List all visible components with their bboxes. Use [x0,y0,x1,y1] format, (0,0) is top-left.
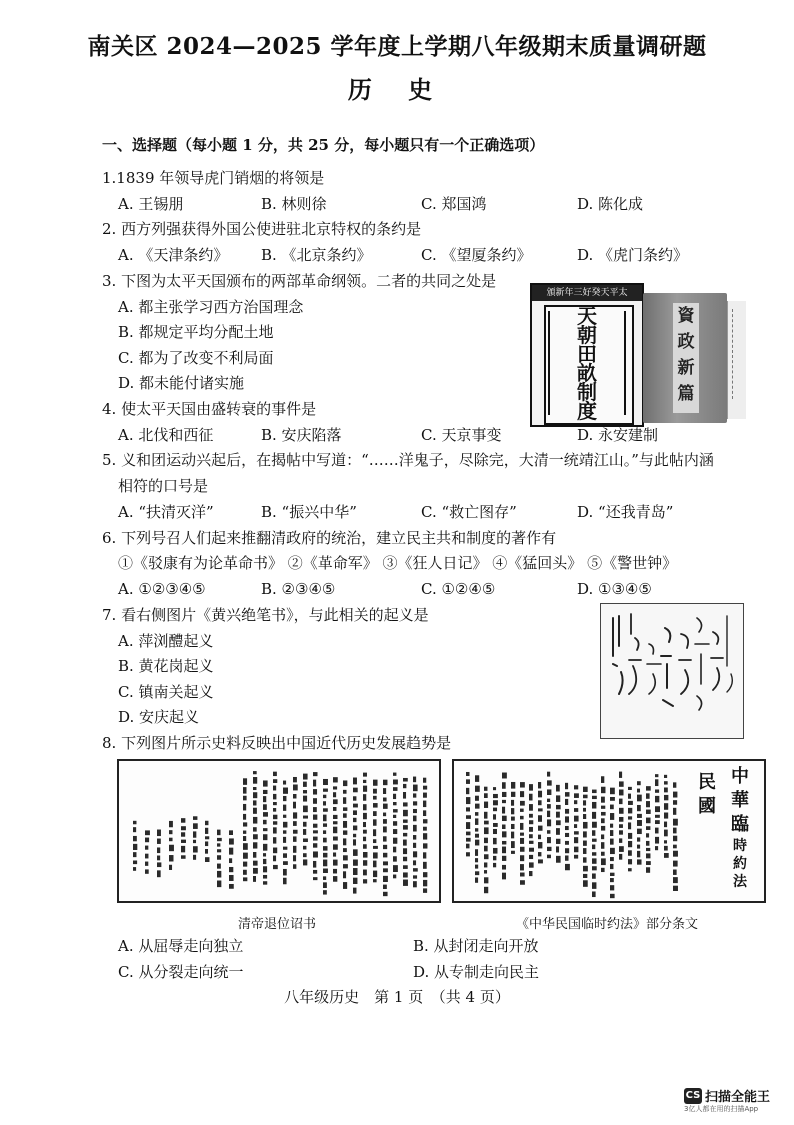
q3-option-b: B. 都规定平均分配土地 [118,323,274,341]
zizheng-char-2: 政 [677,332,695,352]
book-char-2: 朝 [577,323,597,347]
q3-option-d: D. 都未能付诸实施 [118,374,245,392]
qing-abdication-edict-image [117,759,441,903]
scanner-logo-icon: CS [684,1088,702,1104]
seal-char-7: 約 [733,856,747,872]
q7-option-c: C. 镇南关起义 [118,683,214,701]
q2-option-c: C. 《望厦条约》 [421,246,532,264]
q6-option-b: B. ②③④⑤ [261,580,336,598]
edict-caption: 清帝退位诏书 [237,917,316,932]
q2-option-b: B. 《北京条约》 [261,246,372,264]
seal-char-4: 國 [698,796,716,817]
zizheng-xinpian-book-image [643,293,746,423]
q6-option-a: A. ①②③④⑤ [118,580,206,598]
question-7-stem: 7. 看右侧图片《黄兴绝笔书》，与此相关的起义是 [102,606,429,624]
q8-option-b: B. 从封闭走向开放 [413,937,539,955]
question-8-stem: 8. 下列图片所示史料反映出中国近代历史发展趋势是 [102,734,452,752]
book-char-6: 度 [577,399,597,423]
q1-option-a: A. 王锡朋 [118,195,184,213]
q7-option-b: B. 黄花岗起义 [118,657,214,675]
seal-char-6: 時 [733,838,747,854]
q4-option-a: A. 北伐和西征 [118,426,214,444]
question-6-stem: 6. 下列号召人们起来推翻清政府的统治，建立民主共和制度的著作有 [102,529,557,547]
scanner-app-name: 扫描全能王 [705,1090,771,1105]
seal-char-5: 臨 [731,814,749,835]
q5-option-b: B. “振兴中华” [261,503,357,521]
question-2-stem: 2. 西方列强获得外国公使进驻北京特权的条约是 [102,220,422,238]
q4-option-b: B. 安庆陷落 [261,426,342,444]
seal-char-1: 中 [731,766,749,787]
tianchao-tianmu-book-image [530,283,644,427]
page-footer: 八年级历史 第 1 页 （共 4 页） [284,988,510,1006]
q3-option-a: A. 都主张学习西方治国理念 [118,298,304,316]
q5-option-d: D. “还我青岛” [577,503,674,521]
q6-option-c: C. ①②④⑤ [421,580,496,598]
book-char-4: 畝 [577,361,597,385]
question-1-stem: 1.1839 年领导虎门销烟的将领是 [102,169,325,187]
seal-char-8: 法 [733,874,747,890]
book-header-strip: 頒新年三好癸天平太 [532,285,642,301]
q8-option-c: C. 从分裂走向统一 [118,963,244,981]
scanner-tagline: 3亿人都在用的扫描App [684,1105,759,1113]
q3-option-c: C. 都为了改变不利局面 [118,349,274,367]
section-title: 一、选择题（每小题 1 分，共 25 分，每小题只有一个正确选项） [102,136,545,154]
q7-option-a: A. 萍浏醴起义 [118,632,214,650]
question-5-stem: 5. 义和团运动兴起后，在揭帖中写道：“……洋鬼子，尽除完，大清一统靖江山。”与此帖内涵 [102,451,714,469]
provisional-constitution-image [452,759,766,903]
q4-option-d: D. 永安建制 [577,426,659,444]
book-char-1: 天 [577,304,597,328]
q8-option-a: A. 从屈辱走向独立 [118,937,244,955]
q8-option-d: D. 从专制走向民主 [413,963,540,981]
question-5-stem-cont: 相符的口号是 [118,477,209,495]
q5-option-a: A. “扶清灭洋” [118,503,214,521]
q2-option-a: A. 《天津条约》 [118,246,229,264]
scanner-watermark [684,1085,770,1105]
seal-char-2: 華 [731,790,749,811]
subject-title: 历 史 [347,75,447,104]
zizheng-char-4: 篇 [677,384,695,404]
book-char-3: 田 [577,342,597,366]
seal-char-3: 民 [698,772,716,793]
zizheng-char-3: 新 [677,358,695,378]
book-char-5: 制 [577,380,597,404]
q6-option-d: D. ①③④⑤ [577,580,652,598]
question-4-stem: 4. 使太平天国由盛转衰的事件是 [102,400,317,418]
q1-option-b: B. 林则徐 [261,195,327,213]
question-3-stem: 3. 下图为太平天国颁布的两部革命纲领。二者的共同之处是 [102,272,497,290]
q5-option-c: C. “救亡图存” [421,503,517,521]
q1-option-d: D. 陈化成 [577,195,644,213]
q2-option-d: D. 《虎门条约》 [577,246,689,264]
question-6-items: ①《驳康有为论革命书》 ②《革命军》 ③《狂人日记》 ④《猛回头》 ⑤《警世钟》 [118,554,678,572]
q7-option-d: D. 安庆起义 [118,708,200,726]
q1-option-c: C. 郑国鸿 [421,195,487,213]
constitution-caption: 《中华民国临时约法》部分条文 [515,917,698,932]
huangxing-letter-image [600,603,744,739]
zizheng-char-1: 資 [677,306,695,326]
exam-title: 南关区 2024—2025 学年度上学期八年级期末质量调研题 [87,33,707,60]
q4-option-c: C. 天京事变 [421,426,502,444]
